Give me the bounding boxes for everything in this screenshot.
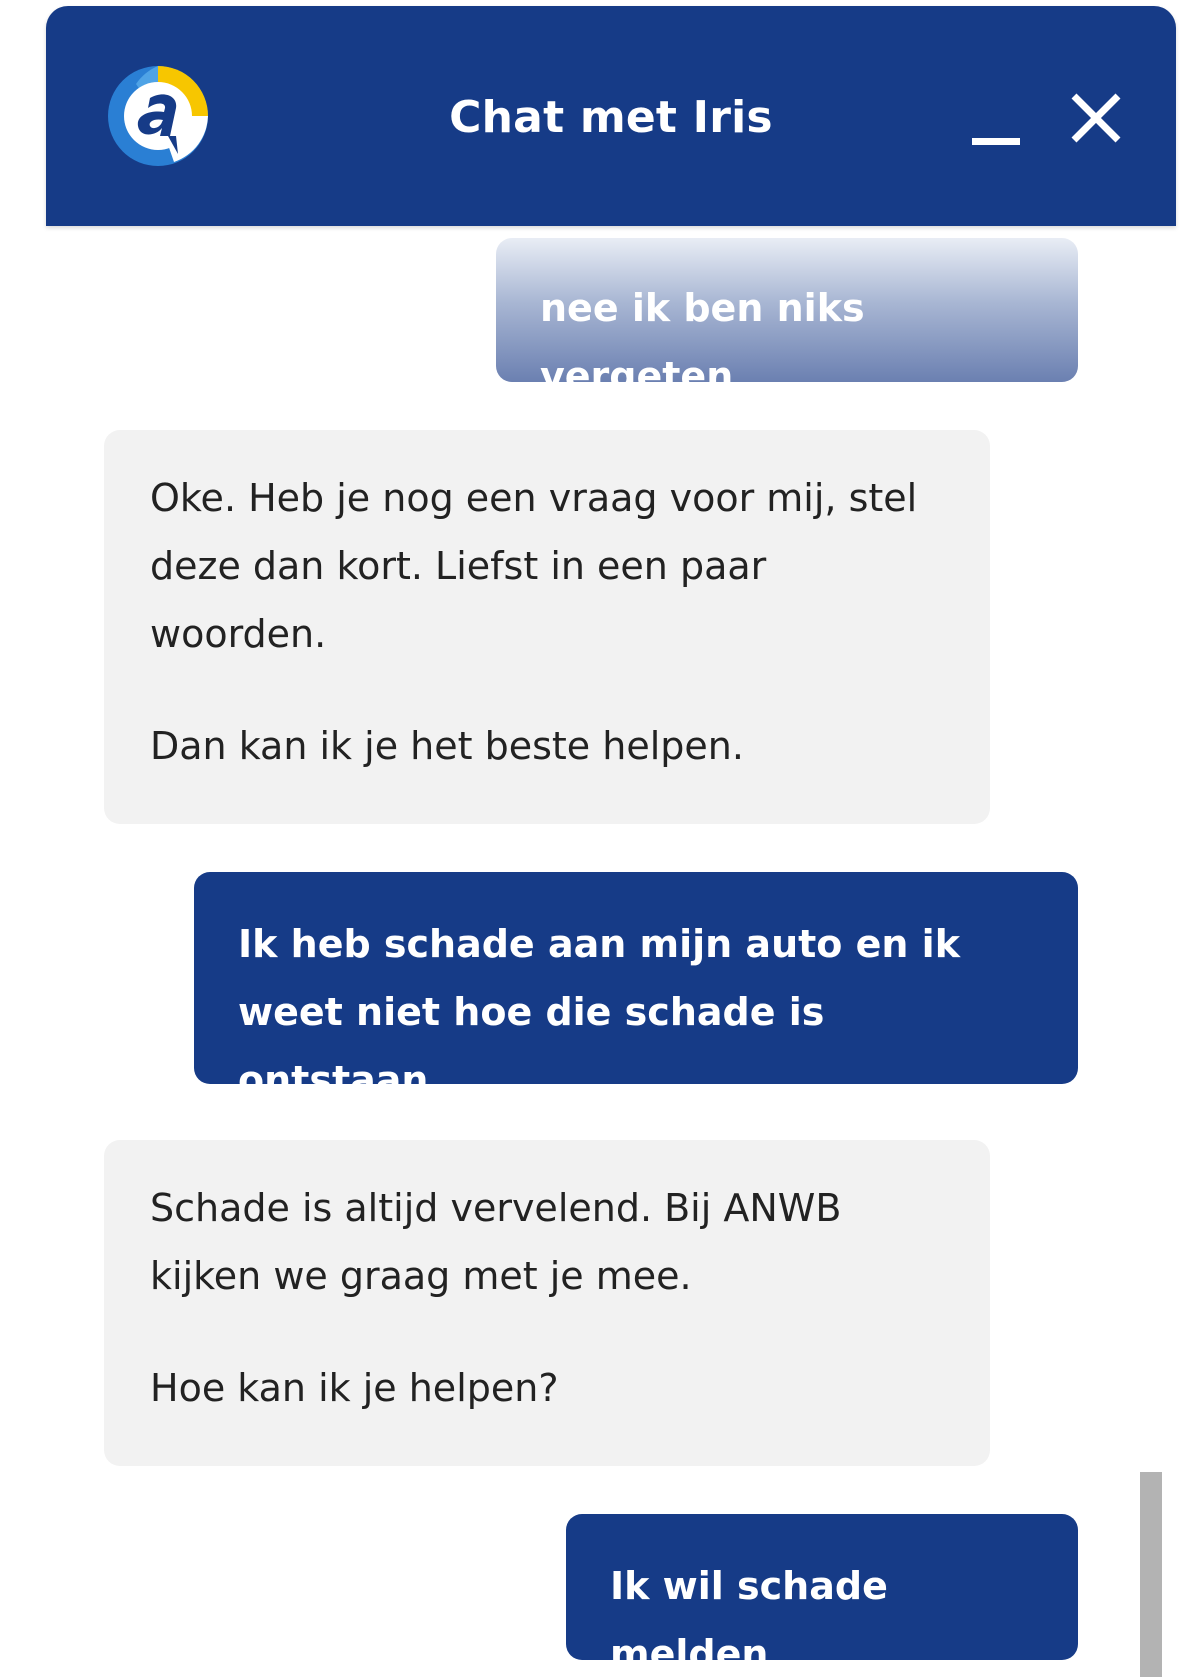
message-paragraph: Dan kan ik je het beste helpen.	[150, 724, 744, 768]
message-paragraph: Hoe kan ik je helpen?	[150, 1366, 559, 1410]
user-message	[566, 1514, 1078, 1676]
bot-message	[104, 430, 990, 824]
message-list	[46, 226, 1176, 1677]
message-text: nee ik ben niks vergeten	[540, 286, 865, 398]
message-paragraph: Oke. Heb je nog een vraag voor mij, stel deze dan kort. Liefst in een paar woorden.	[150, 476, 918, 656]
bot-message	[104, 1140, 990, 1466]
close-icon	[1064, 86, 1128, 150]
message-paragraph: Schade is altijd vervelend. Bij ANWB kijken we graag met je mee.	[150, 1186, 842, 1298]
close-button[interactable]	[1064, 86, 1128, 150]
message-text: Ik heb schade aan mijn auto en ik weet niet hoe die schade is ontstaan.	[238, 922, 960, 1102]
chat-header	[46, 6, 1176, 226]
minimize-button[interactable]	[966, 86, 1030, 150]
scrollbar-thumb[interactable]	[1140, 1472, 1162, 1677]
user-message	[496, 238, 1078, 398]
message-text: Ik wil schade melden	[610, 1564, 888, 1676]
chat-title: Chat met Iris	[449, 92, 773, 143]
user-message	[194, 872, 1078, 1102]
minimize-icon	[972, 138, 1020, 145]
